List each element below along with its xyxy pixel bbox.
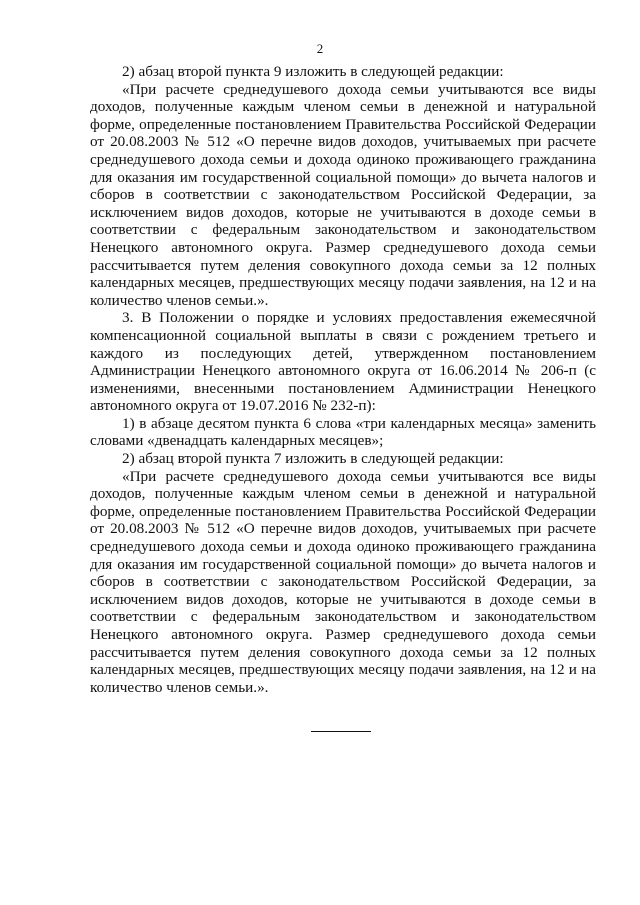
closing-divider — [311, 731, 371, 732]
page-number: 2 — [316, 41, 324, 56]
paragraph-quote-item7: «При расчете среднедушевого дохода семьи учитываются все виды доходов, полученные каждым членом семьи в денежной и натуральной форме, определенные постановлением Правительства Российской Федерации от 20.08.2003 № 512 «О перечне видов доходов, учитываемых при расчете среднедушевого дохода семьи и дохода одиноко проживающего гражданина для оказания им государственной социальной помощи» до вычета налогов и сборов в соответствии с законодательством Российской Федерации, за исключением видов доходов, которые не учитываются в доходе семьи в соответствии с федеральным законодательством и законодательством Ненецкого автономного округа. Размер среднедушевого дохода семьи рассчитывается путем деления совокупного дохода семьи за 12 полных календарных месяцев, предшествующих месяцу подачи заявления, на 12 и на количество членов семьи.». — [90, 467, 596, 696]
paragraph-amend-item7: 2) абзац второй пункта 7 изложить в следующей редакции: — [122, 450, 504, 468]
paragraph-quote-item9: «При расчете среднедушевого дохода семьи учитываются все виды доходов, полученные каждым членом семьи в денежной и натуральной форме, определенные постановлением Правительства Российской Федерации от 20.08.2003 № 512 «О перечне видов доходов, учитываемых при расчете среднедушевого дохода семьи и дохода одиноко проживающего гражданина для оказания им государственной социальной помощи» до вычета налогов и сборов в соответствии с законодательством Российской Федерации, за исключением видов доходов, которые не учитываются в доходе семьи в соответствии с федеральным законодательством и законодательством Ненецкого автономного округа. Размер среднедушевого дохода семьи рассчитывается путем деления совокупного дохода семьи за 12 полных календарных месяцев, предшествующих месяцу подачи заявления, на 12 и на количество членов семьи.». — [90, 80, 596, 309]
paragraph-amend-item9: 2) абзац второй пункта 9 изложить в следующей редакции: — [122, 63, 504, 80]
paragraph-amend-item6: 1) в абзаце десятом пункта 6 слова «три календарных месяца» заменить словами «двенадцать календарных месяцев»; — [90, 414, 596, 450]
document-body — [90, 63, 596, 696]
paragraph-regulation-3: 3. В Положении о порядке и условиях предоставления ежемесячной компенсационной социальной выплаты в связи с рождением третьего и каждого из последующих детей, утвержденном постановлением Администрации Ненецкого автономного округа от 16.06.2014 № 206-п (с изменениями, внесенными постановлением Администрации Ненецкого автономного округа от 19.07.2016 № 232-п): — [90, 309, 596, 415]
